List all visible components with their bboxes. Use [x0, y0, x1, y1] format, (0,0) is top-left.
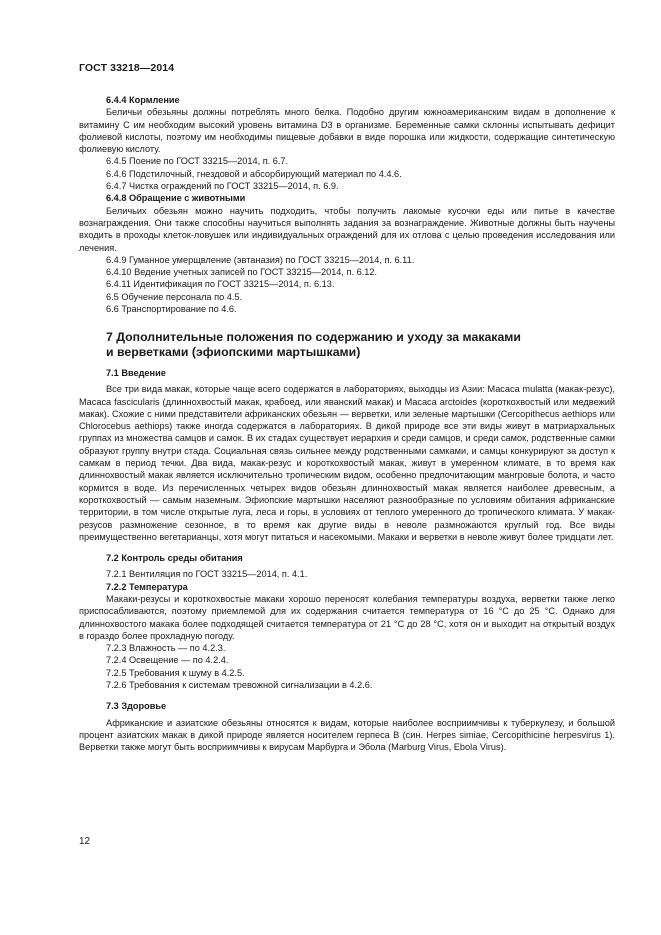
heading-6-4-8: 6.4.8 Обращение с животными — [106, 193, 246, 204]
list-item: 6.4.9 Гуманное умерщвление (эвтаназия) по ГОСТ 33215—2014, п. 6.11. — [106, 254, 415, 265]
section-7-title — [79, 330, 615, 360]
list-item: 6.4.5 Поение по ГОСТ 33215—2014, п. 6.7. — [106, 156, 289, 167]
list-item: 7.2.6 Требования к системам тревожной сигнализации в 4.2.6. — [106, 680, 373, 691]
section-7-title-line1: 7 Дополнительные положения по содержанию и уходу за макаками — [106, 330, 521, 345]
heading-7-2: 7.2 Контроль среды обитания — [106, 553, 243, 564]
paragraph-temperature: Макаки-резусы и короткохвостые макаки хорошо переносят колебания температуры воздуха, верветки также легко приспосабливаются, поэтому приемлемой для их содержания считается температура от 16 °С до 25 °С. Однако для длиннохвостого макака более подходящей считается температура от 21 °С до 28 °С, хотя он и выходит на открытый воздух в гораздо более прохладную погоду. — [79, 593, 615, 641]
list-item: 6.4.10 Ведение учетных записей по ГОСТ 33215—2014, п. 6.12. — [106, 267, 378, 278]
heading-6-4-4: 6.4.4 Кормление — [106, 95, 180, 105]
list-item: 6.6 Транспортирование по 4.6. — [106, 304, 237, 315]
list-item: 6.4.11 Идентификация по ГОСТ 33215—2014, п. 6.13. — [106, 279, 335, 290]
heading-7-2-2: 7.2.2 Температура — [106, 581, 188, 592]
heading-7-1: 7.1 Введение — [106, 367, 166, 378]
list-item: 6.4.7 Чистка ограждений по ГОСТ 33215—2014, п. 6.9. — [106, 181, 339, 192]
list-item: 7.2.3 Влажность — по 4.2.3. — [106, 643, 226, 654]
paragraph-health: Африканские и азиатские обезьяны относятся к видам, которые наиболее восприимчивы к туберкулезу, и большой процент азиатских макак в дикой природе является носителем герпеса В (син. Herpes simiae, Cercopithicine herpesvirus 1). Верветки также могут быть восприимчивы к вирусам Марбурга и Эбола (Marburg Virus, Ebola Virus). — [79, 717, 615, 753]
list-item: 7.2.4 Освещение — по 4.2.4. — [106, 655, 229, 666]
list-item: 6.4.6 Подстилочный, гнездовой и абсорбирующий материал по 4.4.6. — [106, 168, 402, 179]
document-header: ГОСТ 33218—2014 — [79, 62, 175, 74]
list-item: 6.5 Обучение персонала по 4.5. — [106, 291, 243, 302]
paragraph-handling: Беличьих обезьян можно научить подходить, чтобы получить лакомые кусочки еды или питье в качестве вознаграждения. Они также способны научиться выполнять задания за вознаграждение. Животные должны быть научены входить в проходы клеток-ловушек или индивидуальных ограждений для их отлова с целью проведения исследования или лечения. — [79, 205, 615, 253]
page-number: 12 — [79, 836, 91, 847]
paragraph-feeding: Беличьи обезьяны должны потреблять много белка. Подобно другим южноамериканским видам в дополнение к витамину С им необходим высокий уровень витамина D3 в организме. Беременные самки склонны испытывать дефицит фолиевой кислоты, поэтому им необходимы пищевые добавки в виде порошка или жидкости, содержащие синтетическую фолиевую кислоту. — [79, 107, 615, 155]
section-7-title-line2: и верветками (эфиопскими мартышками) — [106, 345, 361, 360]
list-item: 7.2.5 Требования к шуму в 4.2.5. — [106, 667, 245, 678]
paragraph-introduction: Все три вида макак, которые чаще всего содержатся в лабораториях, выходцы из Азии: Macaca mulatta (макак-резус), Macaca fascicularis (длиннохвостый макак, крабоед, или яванский макак) и Macaca arctoides (короткохвостый или медвежий макак). Схожие с ними представители африканских обезьян — верветки, или зеленые мартышки (Cercopithecus aethiops или Chlorocebus aethiops) также иногда содержатся в лабораториях. В дикой природе все эти виды живут в матриархальных группах из множества самцов и самок. В их стадах существует иерархия и среди самцов, и среди самок, родственные самки образуют группу внутри стада. Социальная связь сильнее между родственными самками, и самцы конкурируют за доступ к самкам в период течки. Два вида, макак-резус и короткохвостый макак, живут в умеренном климате, в то время как длиннохвостый макак является исключительно тропическим видом, особенно предпочитающим мангровые болота, и часто кормится в воде. Из перечисленных четырех видов обезьян длиннохвостый макак является наиболее древесным, а короткохвостый — самым наземным. Эфиопские мартышки населяют разнообразные по условиям обитания африканские территории, в том числе открытые луга, леса и горы, в условиях от теплого умеренного до тропического климата. У макак-резусов размножение сезонное, в то время как другие виды в неволе размножаются круглый год. Все виды преимущественно вегетарианцы, хотя могут питаться и насекомыми. Макаки и верветки в неволе живут более тридцати лет. — [79, 384, 615, 542]
list-item: 7.2.1 Вентиляция по ГОСТ 33215—2014, п. 4.1. — [106, 569, 308, 580]
document-body — [79, 94, 615, 754]
heading-7-3: 7.3 Здоровье — [106, 701, 167, 712]
